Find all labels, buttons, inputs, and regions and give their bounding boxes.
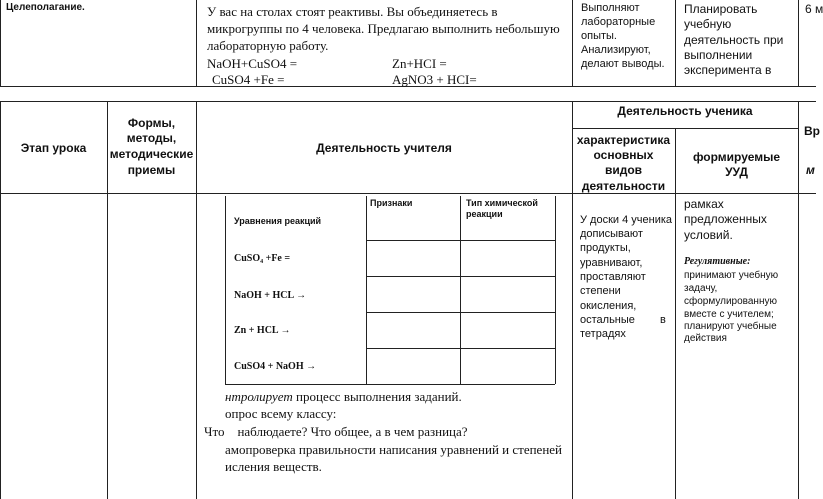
- inner-row-separator: [366, 240, 555, 241]
- student-body-line: степени: [580, 285, 621, 297]
- top-table-border: [196, 0, 197, 86]
- inner-row-separator: [366, 348, 555, 349]
- lower-table-border: [572, 128, 798, 129]
- equation-agno3-hci: AgNO3 + HCI=: [392, 72, 477, 87]
- header-characteristic: основных: [593, 148, 654, 162]
- inner-header-type: Тип химической: [466, 198, 538, 208]
- inner-table-border: [225, 384, 555, 385]
- lower-table-border: [0, 193, 816, 194]
- lower-table-border: [675, 128, 676, 499]
- header-forms: Формы,: [127, 116, 176, 130]
- inner-table-border: [460, 196, 461, 384]
- uud-body-line: условий.: [684, 228, 733, 242]
- teacher-instruction-line: У вас на столах стоят реактивы. Вы объединяетесь в: [207, 4, 498, 19]
- student-activity-line: Выполняют: [581, 2, 640, 14]
- header-uud: формируемые: [692, 150, 781, 164]
- student-body-line: проставляют: [580, 271, 646, 283]
- uud-body-line: рамках: [684, 197, 724, 211]
- uud-body-line: действия: [684, 333, 727, 344]
- student-body-line: дописывают: [580, 228, 643, 240]
- teacher-body-text: процесс выполнения заданий.: [292, 389, 462, 404]
- top-table-border: [675, 0, 676, 86]
- uud-body-line: задачу,: [684, 283, 718, 294]
- header-forms: методы,: [126, 131, 177, 145]
- inner-row-separator: [366, 276, 555, 277]
- header-teacher-activity: Деятельность учителя: [316, 141, 452, 155]
- equation-cuso4-fe: CuSO4 +Fe =: [212, 72, 285, 87]
- inner-table-border: [555, 196, 556, 384]
- student-body-line: уравнивают,: [580, 257, 643, 269]
- teacher-body-line: исления веществ.: [225, 459, 322, 474]
- lower-table-border: [0, 101, 816, 102]
- inner-header-type: реакции: [466, 209, 503, 219]
- header-characteristic: характеристика: [576, 133, 671, 147]
- teacher-body-italic: нтролирует: [225, 389, 293, 404]
- uud-line: учебную: [684, 17, 732, 31]
- header-student-activity: Деятельность ученика: [617, 104, 753, 118]
- student-body-line: окисления,: [580, 300, 637, 312]
- top-table-border: [572, 0, 573, 86]
- student-body-line: остальные: [580, 314, 635, 326]
- inner-equation-row: CuSO₄ +Fe =: [234, 253, 291, 264]
- top-table-border: [0, 0, 1, 86]
- inner-table-border: [366, 196, 367, 384]
- header-stage: Этап урока: [20, 141, 87, 155]
- student-activity-line: опыты.: [581, 30, 617, 42]
- student-activity-line: делают выводы.: [581, 58, 665, 70]
- student-body-line: У доски 4 ученика: [580, 214, 673, 226]
- inner-equation-row: CuSO4 + NaOH →: [234, 361, 317, 372]
- header-uud: УУД: [725, 165, 748, 179]
- teacher-body-line: Что наблюдаете? Что общее, а в чем разница?: [204, 424, 468, 439]
- student-body-line: тетрадях: [580, 328, 626, 340]
- equation-naoh-cuso4: NaOH+CuSO4 =: [207, 56, 298, 71]
- student-body-line: в: [660, 314, 666, 326]
- inner-header-equations: Уравнения реакций: [234, 216, 322, 226]
- uud-line: деятельность при: [684, 33, 784, 47]
- header-forms: приемы: [127, 163, 176, 177]
- header-time-sub: м: [806, 163, 815, 177]
- student-body-line: продукты,: [580, 242, 631, 254]
- uud-body-line: планируют учебные: [684, 321, 777, 332]
- uud-body-line: сформулированную: [684, 296, 777, 307]
- uud-body-line: принимают учебную: [684, 270, 779, 281]
- header-characteristic: деятельности: [581, 179, 666, 193]
- teacher-instruction-line: лабораторную работу.: [207, 38, 329, 53]
- inner-table-border: [225, 196, 226, 384]
- top-table-border: [798, 0, 799, 86]
- inner-header-signs: Признаки: [370, 198, 413, 208]
- time-cell: 6 м: [805, 2, 823, 16]
- uud-line: эксперимента в: [684, 63, 772, 77]
- teacher-body-line: опрос всему классу:: [225, 406, 337, 421]
- uud-regulative-label: Регулятивные:: [684, 256, 751, 267]
- stage-goal-setting: Целеполагание.: [6, 2, 85, 13]
- student-activity-line: Анализируют,: [581, 44, 651, 56]
- header-forms: методические: [109, 147, 194, 161]
- equation-zn-hci: Zn+HCI =: [392, 56, 447, 71]
- header-time: Вр: [804, 124, 820, 138]
- uud-body-line: предложенных: [684, 212, 767, 226]
- lower-table-border: [0, 101, 1, 499]
- student-activity-line: лабораторные: [581, 16, 656, 28]
- lower-table-border: [798, 101, 799, 499]
- inner-equation-row: NaOH + HCL →: [234, 290, 307, 301]
- inner-equation-row: Zn + HCL →: [234, 325, 291, 336]
- uud-body-line: вместе с учителем;: [684, 309, 774, 320]
- teacher-body-line: [225, 389, 462, 405]
- uud-line: выполнении: [684, 48, 753, 62]
- teacher-body-line: амопроверка правильности написания уравнений и степеней: [225, 442, 563, 457]
- lower-table-border: [196, 101, 197, 499]
- header-characteristic: видов: [604, 163, 643, 177]
- uud-line: Планировать: [684, 2, 758, 16]
- teacher-instruction-line: микрогруппы по 4 человека. Предлагаю выполнить небольшую: [207, 21, 560, 36]
- inner-row-separator: [366, 312, 555, 313]
